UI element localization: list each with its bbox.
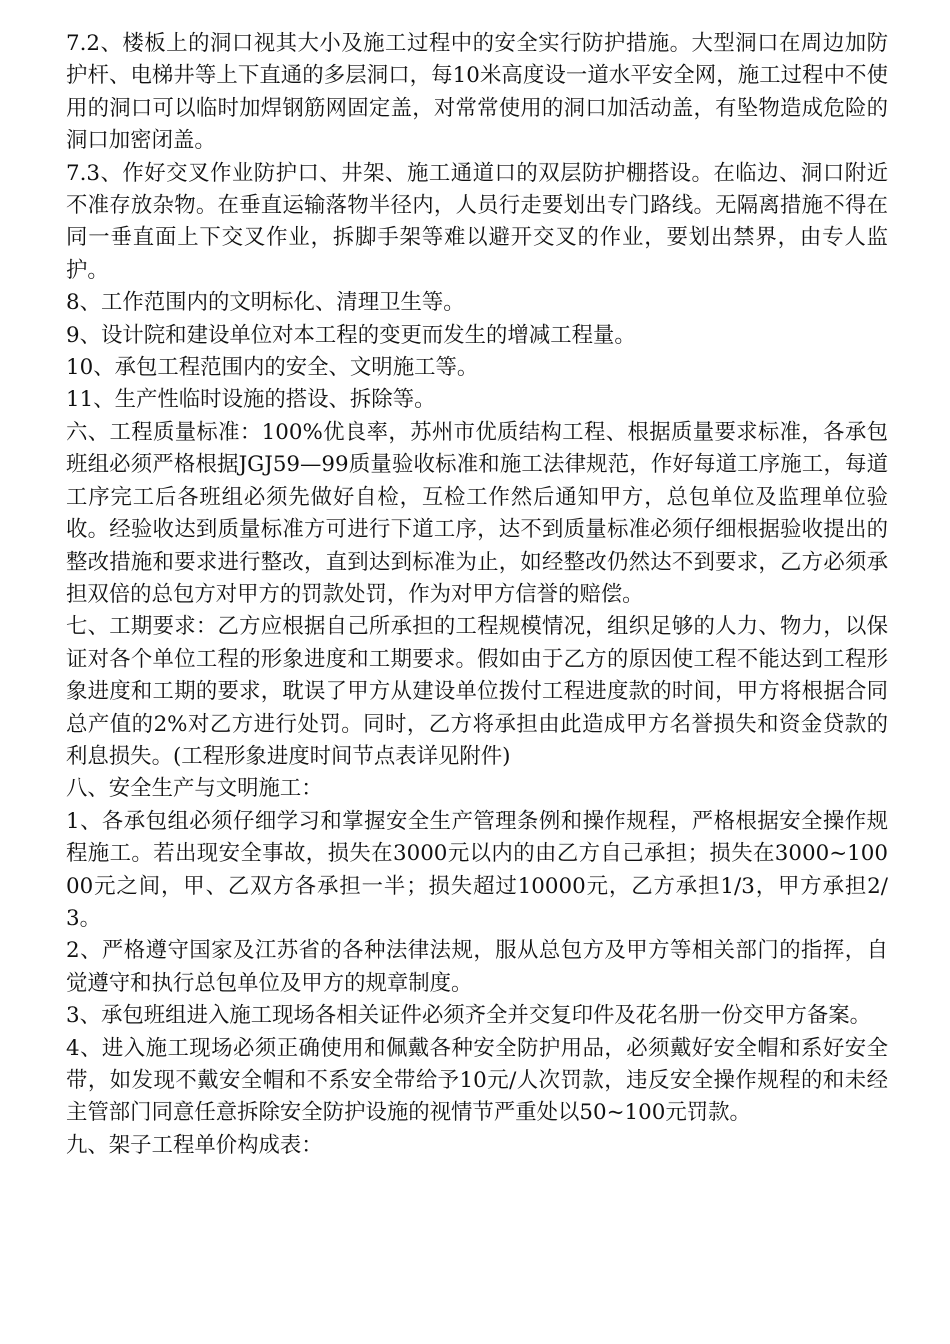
paragraph-7-3: 7.3、作好交叉作业防护口、井架、施工通道口的双层防护棚搭设。在临边、洞口附近不准存放杂物。在垂直运输落物半径内，人员行走要划出专门路线。无隔离措施不得在同一垂直面上下交叉作业，拆脚手架等难以避开交叉的作业，要划出禁界，由专人监护。 — [66, 160, 888, 283]
paragraph-item-9: 9、设计院和建设单位对本工程的变更而发生的增减工程量。 — [66, 322, 636, 348]
section-heading-unit-price: 九、架子工程单价构成表： — [66, 1132, 323, 1158]
safety-item-4: 4、进入施工现场必须正确使用和佩戴各种安全防护用品，必须戴好安全帽和系好安全带，如发现不戴安全帽和不系安全带给予10元/人次罚款，违反安全操作规程的和未经主管部门同意任意拆除安全防护设施的视情节严重处以50~100元罚款。 — [66, 1035, 888, 1126]
paragraph-item-11: 11、生产性临时设施的搭设、拆除等。 — [66, 387, 436, 413]
safety-item-1: 1、各承包组必须仔细学习和掌握安全生产管理条例和操作规程，严格根据安全操作规程施工。若出现安全事故，损失在3000元以内的由乙方自己承担；损失在3000~10000元之间，甲、乙双方各承担一半；损失超过10000元，乙方承担1/3，甲方承担2/3。 — [66, 808, 888, 931]
section-quality-standard: 六、工程质量标准：100%优良率，苏州市优质结构工程、根据质量要求标准，各承包班组必须严格根据JGJ59—99质量验收标准和施工法律规范，作好每道工序施工，每道工序完工后各班组必须先做好自检，互检工作然后通知甲方，总包单位及监理单位验收。经验收达到质量标准方可进行下道工序，达不到质量标准必须仔细根据验收提出的整改措施和要求进行整改，直到达到标准为止，如经整改仍然达不到要求，乙方必须承担双倍的总包方对甲方的罚款处罚，作为对甲方信誉的赔偿。 — [66, 419, 888, 607]
section-schedule-requirement: 七、工期要求：乙方应根据自己所承担的工程规模情况，组织足够的人力、物力，以保证对各个单位工程的形象进度和工期要求。假如由于乙方的原因使工程不能达到工程形象进度和工期的要求，耽误了甲方从建设单位拨付工程进度款的时间，甲方将根据合同总产值的2%对乙方进行处罚。同时，乙方将承担由此造成甲方名誉损失和资金贷款的利息损失。(工程形象进度时间节点表详见附件) — [66, 614, 888, 769]
paragraph-item-10: 10、承包工程范围内的安全、文明施工等。 — [66, 355, 479, 381]
safety-item-2: 2、严格遵守国家及江苏省的各种法律法规，服从总包方及甲方等相关部门的指挥，自觉遵守和执行总包单位及甲方的规章制度。 — [66, 938, 888, 996]
safety-item-3: 3、承包班组进入施工现场各相关证件必须齐全并交复印件及花名册一份交甲方备案。 — [66, 1003, 872, 1029]
paragraph-7-2: 7.2、楼板上的洞口视其大小及施工过程中的安全实行防护措施。大型洞口在周边加防护杆、电梯井等上下直通的多层洞口，每10米高度设一道水平安全网，施工过程中不使用的洞口可以临时加焊钢筋网固定盖，对常常使用的洞口加活动盖，有坠物造成危险的洞口加密闭盖。 — [66, 31, 888, 154]
paragraph-item-8: 8、工作范围内的文明标化、清理卫生等。 — [66, 290, 465, 316]
section-heading-safety: 八、安全生产与文明施工： — [66, 776, 323, 802]
